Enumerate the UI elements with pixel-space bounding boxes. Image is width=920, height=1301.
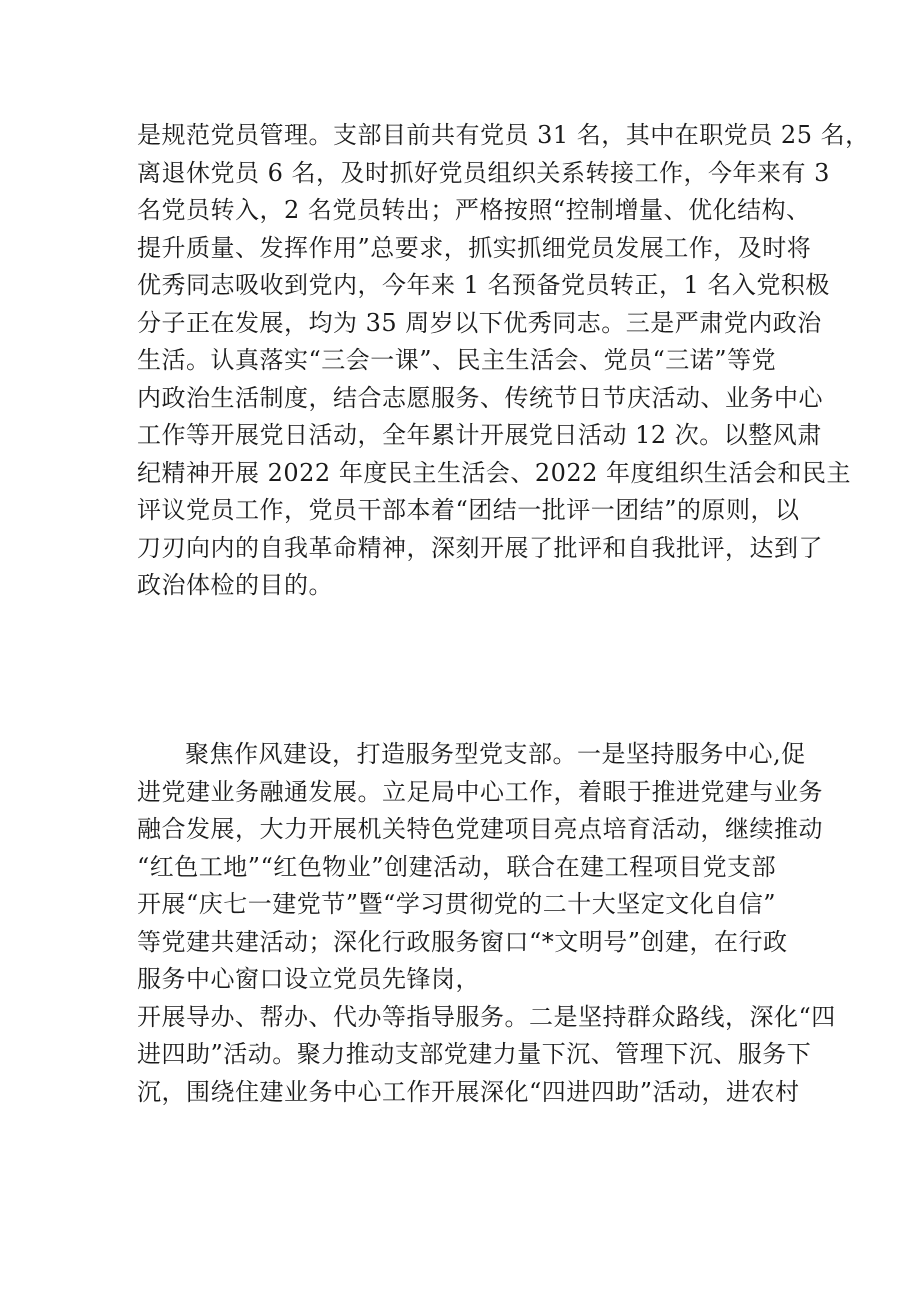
paragraph-line: 工作等开展党日活动，全年累计开展党日活动 12 次。以整风肃 xyxy=(137,421,822,449)
paragraph-line: 离退休党员 6 名，及时抓好党员组织关系转接工作，今年来有 3 xyxy=(137,158,830,187)
paragraph-line: 是规范党员管理。支部目前共有党员 31 名，其中在职党员 25 名， xyxy=(137,121,870,149)
paragraph-line: 优秀同志吸收到党内，今年来 1 名预备党员转正，1 名入党积极 xyxy=(137,271,830,299)
paragraph-line: 政治体检的目的。 xyxy=(137,571,333,599)
paragraph-line: 进党建业务融通发展。立足局中心工作，着眼于推进党建与业务 xyxy=(137,777,823,806)
paragraph-line: 生活。认真落实“三会一课”、民主生活会、党员“三诺”等党 xyxy=(137,346,777,374)
paragraph-line: 开展导办、帮办、代办等指导服务。二是坚持群众路线，深化“四 xyxy=(137,1002,836,1031)
paragraph-line: 评议党员工作，党员干部本着“团结一批评一团结”的原则，以 xyxy=(137,496,800,524)
paragraph-line: 分子正在发展，均为 35 周岁以下优秀同志。三是严肃党内政治 xyxy=(137,308,822,337)
paragraph-line: 服务中心窗口设立党员先锋岗， xyxy=(137,965,480,993)
paragraph-first-line: 聚焦作风建设，打造服务型党支部。一是坚持服务中心,促 xyxy=(185,740,806,768)
paragraph-line: 提升质量、发挥作用”总要求，抓实抓细党员发展工作，及时将 xyxy=(137,233,812,262)
paragraph-line: 进四助”活动。聚力推动支部党建力量下沉、管理下沉、服务下 xyxy=(137,1040,812,1068)
paragraph-line: 纪精神开展 2022 年度民主生活会、2022 年度组织生活会和民主 xyxy=(137,458,852,487)
paragraph-line: “红色工地”“红色物业”创建活动，联合在建工程项目党支部 xyxy=(137,852,777,881)
paragraph-party-member-management xyxy=(137,117,870,605)
paragraph-line: 等党建共建活动；深化行政服务窗口“*文明号”创建，在行政 xyxy=(137,927,788,956)
paragraph-service-oriented-branch xyxy=(137,736,836,1111)
paragraph-line: 融合发展，大力开展机关特色党建项目亮点培育活动，继续推动 xyxy=(137,815,823,843)
paragraph-line: 名党员转入，2 名党员转出；严格按照“控制增量、优化结构、 xyxy=(137,196,811,224)
paragraph-line: 沉，围绕住建业务中心工作开展深化“四进四助”活动，进农村 xyxy=(137,1077,800,1106)
paragraph-line: 内政治生活制度，结合志愿服务、传统节日节庆活动、业务中心 xyxy=(137,383,823,412)
paragraph-line: 刀刃向内的自我革命精神，深刻开展了批评和自我批评，达到了 xyxy=(137,533,823,562)
paragraph-line: 开展“庆七一建党节”暨“学习贯彻党的二十大坚定文化自信” xyxy=(137,890,777,918)
